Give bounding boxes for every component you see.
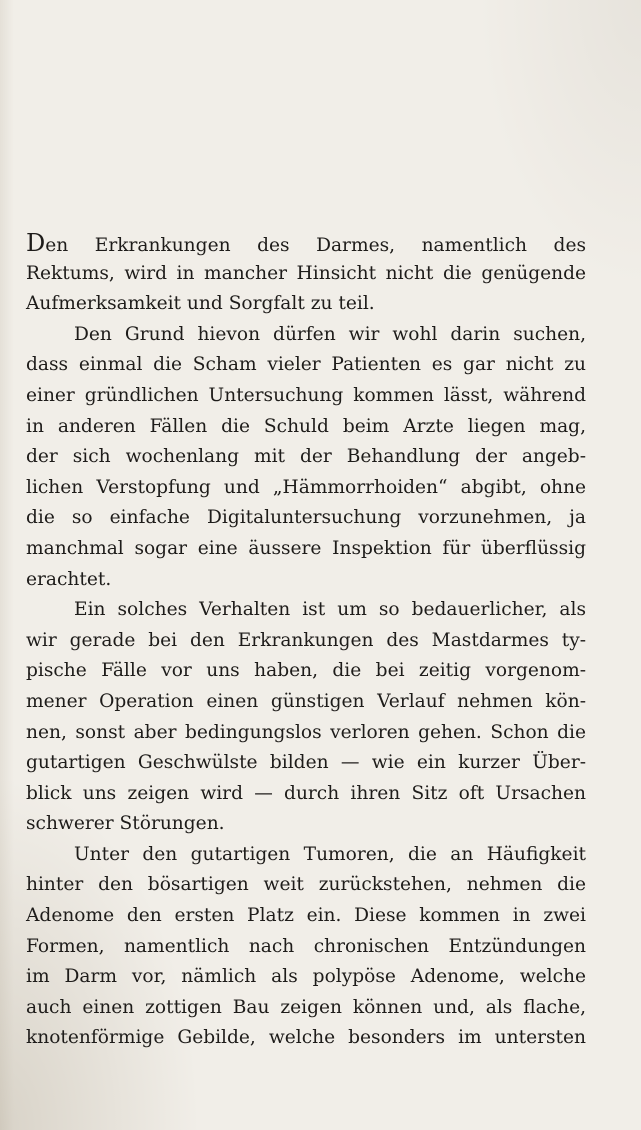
text-line: Ein solches Verhalten ist um so bedauerlicher, als (74, 599, 586, 621)
text-line: blick uns zeigen wird — durch ihren Sitz oft Ursachen (26, 782, 586, 804)
text-line: schwerer Störungen. (26, 813, 225, 835)
text-line: pische Fälle vor uns haben, die bei zeitig vorgenom- (26, 660, 586, 682)
text-line: im Darm vor, nämlich als polypöse Adenome, welche (26, 966, 586, 988)
text-line: Rektums, wird in mancher Hinsicht nicht die genügende (26, 262, 586, 284)
text-line: hinter den bösartigen weit zurückstehen, nehmen die (26, 874, 586, 896)
text-line: wir gerade bei den Erkrankungen des Mastdarmes ty- (26, 629, 586, 651)
text-line: manchmal sogar eine äussere Inspektion für überflüssig (26, 537, 586, 559)
text-line: Den Grund hievon dürfen wir wohl darin suchen, (74, 323, 586, 345)
text-line: Formen, namentlich nach chronischen Entzündungen (26, 935, 586, 957)
text-line: nen, sonst aber bedingungslos verloren gehen. Schon die (26, 721, 586, 743)
text-line: Unter den gutartigen Tumoren, die an Häufigkeit (74, 843, 586, 865)
text-line: knotenförmige Gebilde, welche besonders im untersten (26, 1027, 586, 1049)
text-line: erachtet. (26, 568, 112, 590)
text-line: gutartigen Geschwülste bilden — wie ein kurzer Über- (26, 752, 586, 774)
text-line (26, 228, 586, 259)
paragraph (26, 228, 586, 320)
text-line: der sich wochenlang mit der Behandlung der angeb- (26, 446, 586, 468)
text-line: dass einmal die Scham vieler Patienten es gar nicht zu (26, 354, 586, 376)
body-text (26, 228, 586, 1054)
text-line: einer gründlichen Untersuchung kommen lässt, während (26, 384, 586, 406)
text-line: mener Operation einen günstigen Verlauf nehmen kön- (26, 690, 586, 712)
text-line: auch einen zottigen Bau zeigen können und, als flache, (26, 996, 586, 1018)
text-line: Adenome den ersten Platz ein. Diese kommen in zwei (26, 905, 586, 927)
text-line: die so einfache Digitaluntersuchung vorzunehmen, ja (26, 507, 586, 529)
text-line: Aufmerksamkeit und Sorgfalt zu teil. (26, 293, 375, 315)
text-line-rest: en Erkrankungen des Darmes, namentlich des (45, 235, 586, 256)
paragraph (26, 595, 586, 840)
text-line: lichen Verstopfung und „Hämmorrhoiden“ abgibt, ohne (26, 476, 586, 498)
text-line: in anderen Fällen die Schuld beim Arzte liegen mag, (26, 415, 586, 437)
initial-letter: D (26, 229, 46, 257)
paragraph (26, 840, 586, 1054)
paragraph (26, 320, 586, 595)
